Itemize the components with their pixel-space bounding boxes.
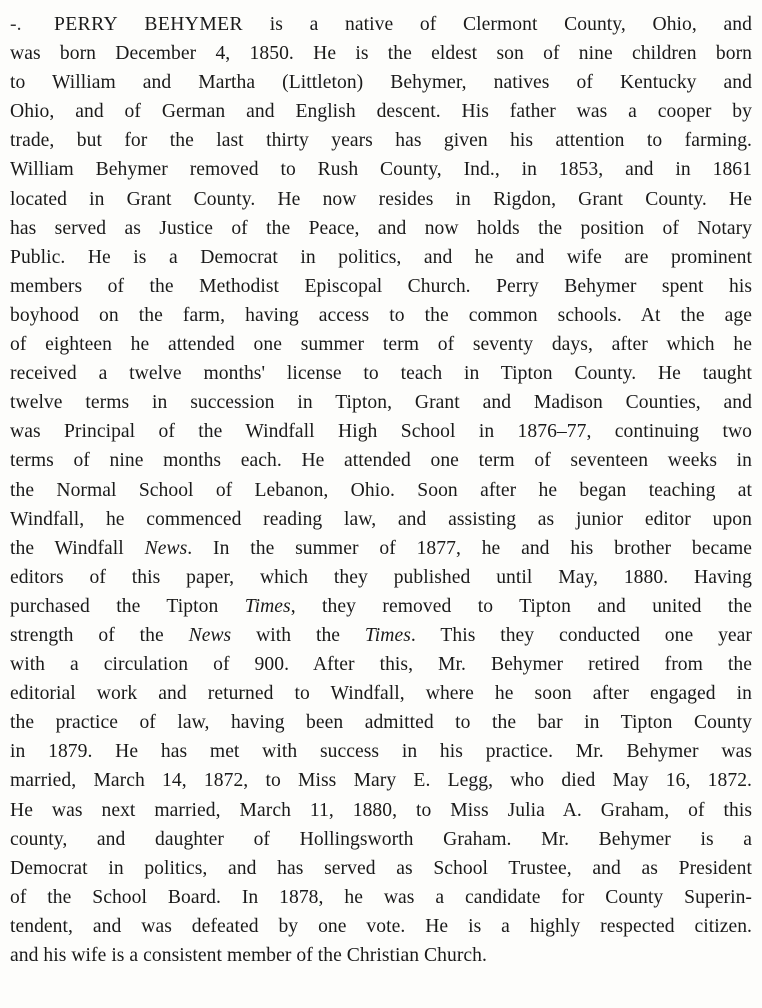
text-segment: He was next married, March 11, 1880, to Miss Julia A. Graham, of this [10, 799, 752, 821]
text-segment: with a circulation of 900. After this, Mr. Behymer retired from the [10, 654, 752, 676]
text-line-8 [10, 214, 752, 243]
text-segment: tendent, and was defeated by one vote. He is a highly respected citizen. [10, 915, 752, 937]
text-segment: received a twelve months' license to teach in Tipton County. He taught [10, 363, 752, 385]
text-segment: terms of nine months each. He attended one term of seventeen weeks in [10, 450, 752, 472]
text-line-29 [10, 825, 752, 854]
italic-title: Times [244, 595, 291, 617]
text-segment: purchased the Tipton [10, 595, 245, 617]
text-segment: Ohio, and of German and English descent. His father was a cooper by [10, 101, 752, 123]
text-segment: county, and daughter of Hollingsworth Graham. Mr. Behymer is a [10, 828, 752, 850]
text-line-17 [10, 476, 752, 505]
text-segment: . This they conducted one year [410, 624, 752, 646]
text-line-12 [10, 330, 752, 359]
text-segment: trade, but for the last thirty years has given his attention to farming. [10, 130, 752, 152]
biography-paragraph [10, 10, 752, 970]
text-segment: twelve terms in succession in Tipton, Grant and Madison Counties, and [10, 392, 752, 414]
text-segment: located in Grant County. He now resides in Rigdon, Grant County. He [10, 188, 752, 210]
text-line-10 [10, 272, 752, 301]
text-line-4 [10, 97, 752, 126]
text-segment: in 1879. He has met with success in his practice. Mr. Behymer was [10, 741, 752, 763]
text-line-23 [10, 650, 752, 679]
text-line-2 [10, 39, 752, 68]
text-line-25 [10, 708, 752, 737]
subject-name: PERRY BEHYMER [54, 14, 243, 35]
text-segment: boyhood on the farm, having access to the common schools. At the age [10, 304, 752, 326]
text-segment: the Normal School of Lebanon, Ohio. Soon after he began teaching at [10, 479, 752, 501]
text-line-11 [10, 301, 752, 330]
text-line-21 [10, 592, 752, 621]
text-segment: Public. He is a Democrat in politics, and he and wife are prominent [10, 246, 752, 268]
text-line-28 [10, 796, 752, 825]
text-line-3 [10, 68, 752, 97]
text-line-18 [10, 505, 752, 534]
text-segment: the Windfall [10, 537, 145, 559]
text-line-33 [10, 941, 752, 970]
text-line-32 [10, 912, 752, 941]
text-segment: to William and Martha (Littleton) Behymer, natives of Kentucky and [10, 72, 752, 94]
text-line-20 [10, 563, 752, 592]
italic-title: News [144, 537, 188, 559]
text-segment: married, March 14, 1872, to Miss Mary E. Legg, who died May 16, 1872. [10, 770, 752, 792]
text-segment: was Principal of the Windfall High School in 1876–77, continuing two [10, 421, 752, 443]
text-segment: and his wife is a consistent member of the Christian Church. [10, 945, 487, 966]
text-segment: of eighteen he attended one summer term of seventy days, after which he [10, 334, 752, 356]
text-line-19 [10, 534, 752, 563]
text-line-6 [10, 155, 752, 184]
text-line-5 [10, 126, 752, 155]
text-line-31 [10, 883, 752, 912]
text-segment: editorial work and returned to Windfall, where he soon after engaged in [10, 683, 752, 705]
text-line-9 [10, 243, 752, 272]
text-segment: with the [231, 624, 365, 646]
text-segment: Windfall, he commenced reading law, and assisting as junior editor upon [10, 508, 752, 530]
text-segment: members of the Methodist Episcopal Church. Perry Behymer spent his [10, 275, 752, 297]
text-line-22 [10, 621, 752, 650]
text-segment: is a native of Clermont County, Ohio, and [243, 14, 752, 35]
text-segment [243, 14, 752, 35]
text-line-1 [10, 10, 752, 39]
text-line-14 [10, 388, 752, 417]
text-line-16 [10, 446, 752, 475]
text-line-26 [10, 737, 752, 766]
italic-title: Times [364, 624, 411, 646]
text-segment: the practice of law, having been admitted to the bar in Tipton County [10, 712, 752, 734]
text-line-13 [10, 359, 752, 388]
text-segment: has served as Justice of the Peace, and now holds the position of Notary [10, 217, 752, 239]
italic-title: News [188, 624, 232, 646]
text-line-27 [10, 766, 752, 795]
opening-marker: -. [10, 14, 22, 35]
text-line-24 [10, 679, 752, 708]
text-segment: Democrat in politics, and has served as School Trustee, and as President [10, 857, 752, 879]
text-segment: . In the summer of 1877, he and his brother became [187, 537, 752, 559]
text-segment: of the School Board. In 1878, he was a candidate for County Superin- [10, 886, 752, 908]
text-segment: was born December 4, 1850. He is the eldest son of nine children born [10, 43, 752, 65]
text-line-15 [10, 417, 752, 446]
text-line-7 [10, 185, 752, 214]
text-segment: strength of the [10, 624, 189, 646]
text-segment: , they removed to Tipton and united the [290, 595, 752, 617]
text-line-30 [10, 854, 752, 883]
text-segment: William Behymer removed to Rush County, Ind., in 1853, and in 1861 [10, 159, 752, 181]
text-segment: editors of this paper, which they published until May, 1880. Having [10, 566, 752, 588]
